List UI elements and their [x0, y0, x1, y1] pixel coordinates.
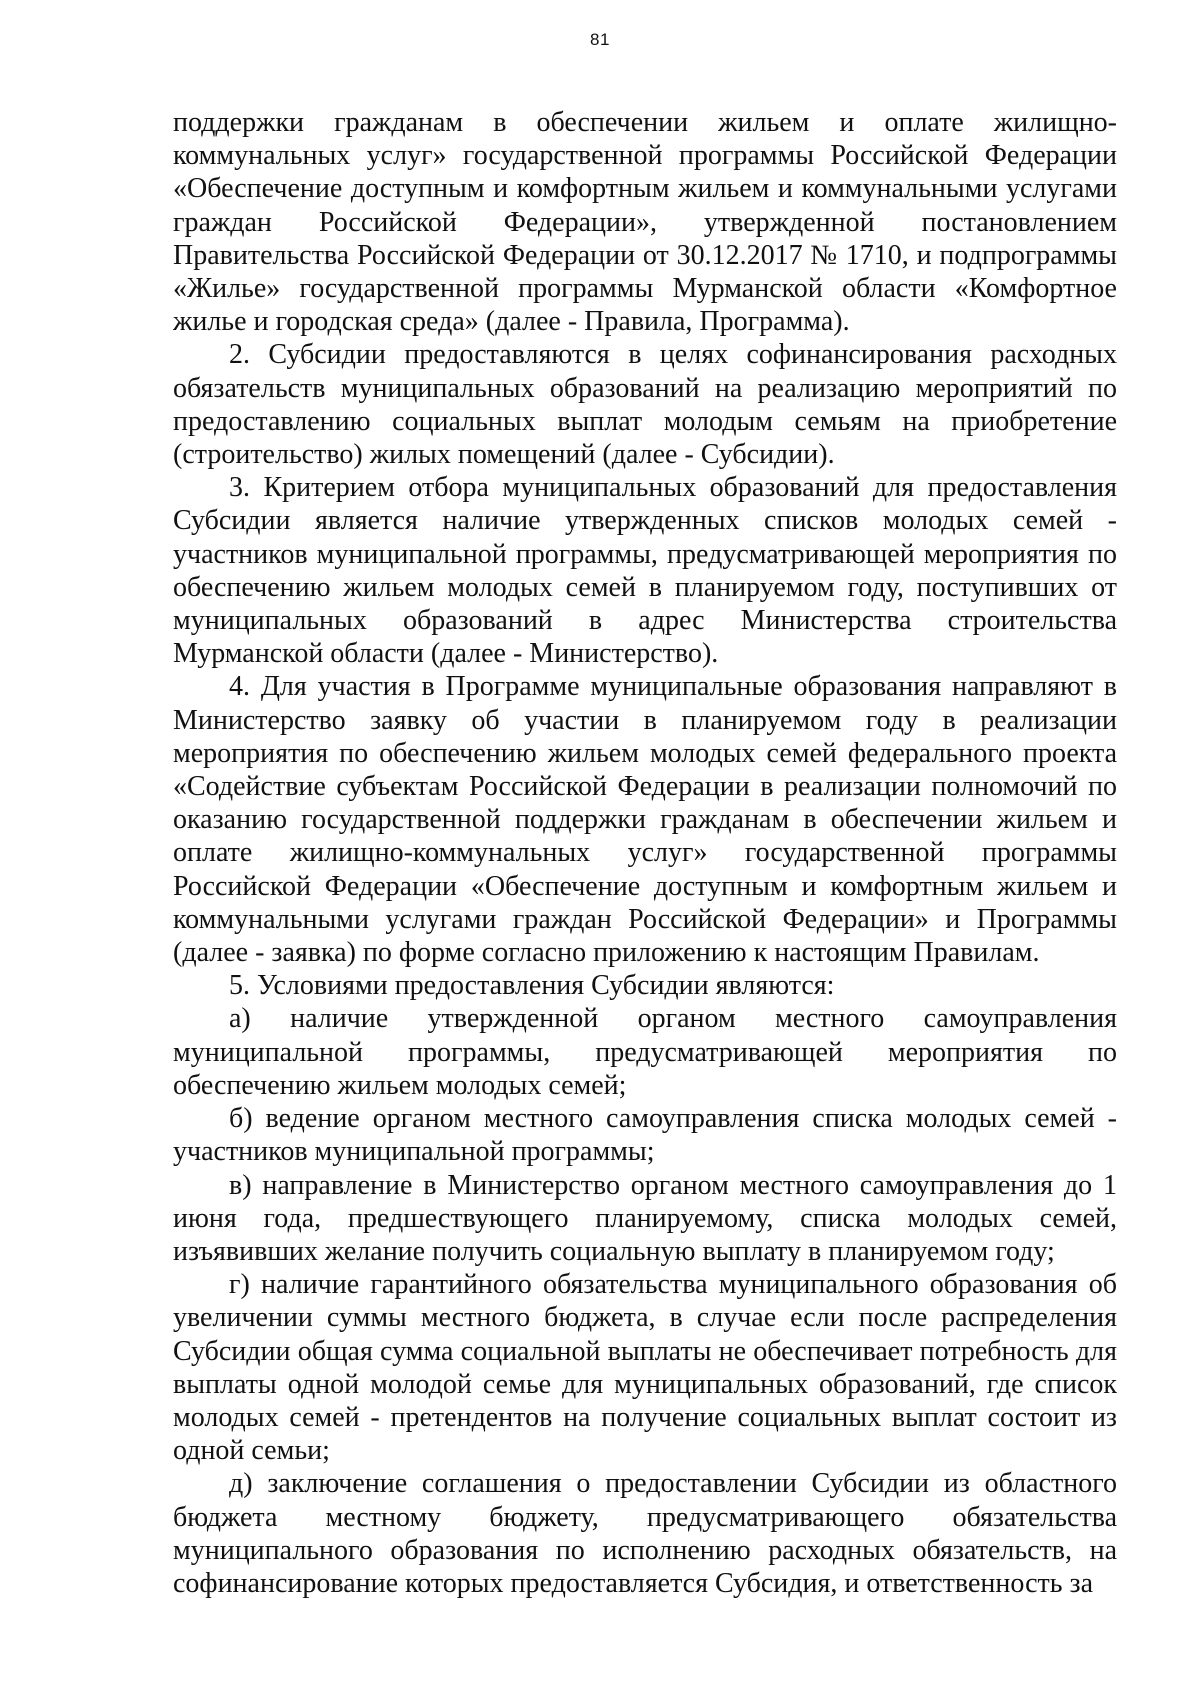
- paragraph-continuation: поддержки гражданам в обеспечении жильем и оплате жилищно-коммунальных услуг» государственной программы Российской Федерации «Обеспечение доступным и комфортным жильем и коммунальными услугами граждан Российской Федерации», утвержденной постановлением Правительства Российской Федерации от 30.12.2017 № 1710, и подпрограммы «Жилье» государственной программы Мурманской области «Комфортное жилье и городская среда» (далее - Правила, Программа).: [173, 107, 1117, 338]
- page-number: 81: [590, 30, 610, 49]
- paragraph-item-2: 2. Субсидии предоставляются в целях софинансирования расходных обязательств муниципальных образований на реализацию мероприятий по предоставлению социальных выплат молодым семьям на приобретение (строительство) жилых помещений (далее - Субсидии).: [173, 339, 1117, 471]
- paragraph-item-4: 4. Для участия в Программе муниципальные образования направляют в Министерство заявку об участии в планируемом году в реализации мероприятия по обеспечению жильем молодых семей федерального проекта «Содействие субъектам Российской Федерации в реализации полномочий по оказанию государственной поддержки гражданам в обеспечении жильем и оплате жилищно-коммунальных услуг» государственной программы Российской Федерации «Обеспечение доступным и комфортным жильем и коммунальными услугами граждан Российской Федерации» и Программы (далее - заявка) по форме согласно приложению к настоящим Правилам.: [173, 671, 1117, 969]
- paragraph-item-3: 3. Критерием отбора муниципальных образований для предоставления Субсидии является наличие утвержденных списков молодых семей - участников муниципальной программы, предусматривающей мероприятия по обеспечению жильем молодых семей в планируемом году, поступивших от муниципальных образований в адрес Министерства строительства Мурманской области (далее - Министерство).: [173, 472, 1117, 670]
- subitem-g: г) наличие гарантийного обязательства муниципального образования об увеличении суммы местного бюджета, в случае если после распределения Субсидии общая сумма социальной выплаты не обеспечивает потребность для выплаты одной молодой семье для муниципальных образований, где список молодых семей - претендентов на получение социальных выплат состоит из одной семьи;: [173, 1269, 1117, 1467]
- subitem-d: д) заключение соглашения о предоставлении Субсидии из областного бюджета местному бюджету, предусматривающего обязательства муниципального образования по исполнению расходных обязательств, на софинансирование которых предоставляется Субсидия, и ответственность за: [173, 1468, 1117, 1599]
- subitem-v: в) направление в Министерство органом местного самоуправления до 1 июня года, предшествующего планируемому, списка молодых семей, изъявивших желание получить социальную выплату в планируемом году;: [173, 1169, 1117, 1267]
- subitem-a: а) наличие утвержденной органом местного самоуправления муниципальной программы, предусматривающей мероприятия по обеспечению жильем молодых семей;: [173, 1003, 1117, 1101]
- subitem-b: б) ведение органом местного самоуправления списка молодых семей - участников муниципальной программы;: [173, 1103, 1117, 1168]
- document-body: [173, 106, 1117, 1600]
- paragraph-item-5: 5. Условиями предоставления Субсидии являются:: [229, 970, 835, 1002]
